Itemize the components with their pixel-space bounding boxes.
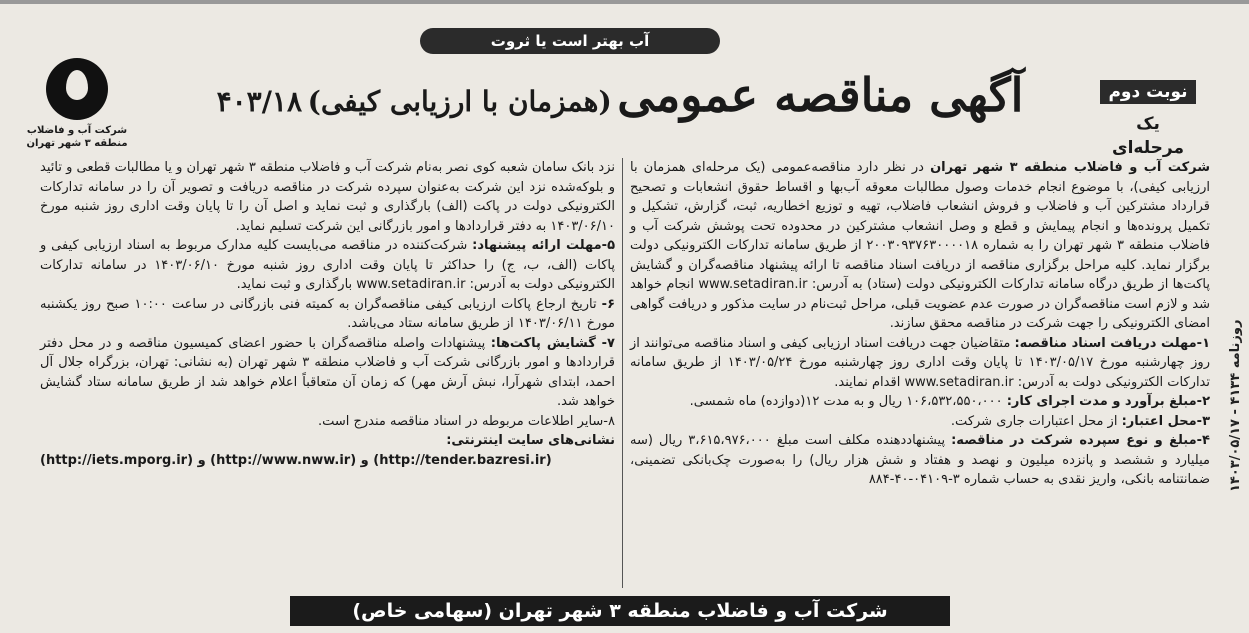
paragraph <box>40 412 615 432</box>
logo-caption <box>22 124 132 150</box>
tender-number: ۴۰۳/۱۸ <box>216 85 302 118</box>
headline-paren: (همزمان با ارزیابی کیفی) <box>307 85 612 118</box>
water-drop-icon <box>66 70 88 100</box>
vertical-date-stamp: روزنامه ۴۱۳۴ - ۱۴۰۳/۰۵/۱۷ <box>1228 320 1243 493</box>
paragraph-heading: ۴-مبلغ و نوع سپرده شرکت در مناقصه: <box>951 433 1210 448</box>
paragraph <box>630 431 1210 490</box>
paragraph-heading: ۳-محل اعتبار: <box>1121 413 1210 429</box>
right-column <box>630 158 1210 490</box>
company-logo <box>22 54 132 164</box>
paragraph-text: ۱۰۶،۵۳۲،۵۵۰،۰۰۰ ریال و به مدت ۱۲(دوازده) ماه شمسی. <box>689 394 1007 409</box>
paragraph <box>40 295 615 334</box>
stage-badge: یک مرحله‌ای <box>1111 114 1184 158</box>
headline <box>180 68 1060 144</box>
paragraph-heading: ۱-مهلت دریافت اسناد مناقصه: <box>1014 335 1210 351</box>
headline-main: آگهی مناقصه عمومی <box>617 68 1024 122</box>
paragraph <box>630 158 1210 334</box>
paragraph <box>40 451 615 471</box>
paragraph-text: پیشنهادات واصله مناقصه‌گران با حضور اعضای کمیسیون مناقصه و در محل دفتر قراردادها و امور بازرگانی شرکت آب و فاضلاب منطقه ۳ شهر تهران (به نشانی: تهران، بزرگراه جلال آل احمد، ابتدای شهرآرا، نبش آرش مهر) که زمان آن متعاقباً اعلام خواهد شد از طریق سامانه ستاد گشایش خواهد شد. <box>40 335 616 409</box>
paragraph <box>630 412 1210 432</box>
paragraph <box>630 334 1210 393</box>
paragraph-text: پیشنهاددهنده مکلف است مبلغ ۳،۶۱۵،۹۷۶،۰۰۰ ریال (سه میلیارد و ششصد و پانزده میلیون و نهصد و هفتاد و شش هزار ریال) را به‌صورت چک‌بانکی تضمینی، ضمانتنامه بانکی، واریز نقدی به حساب شماره ۳-۰۴۱۰۹-۴۰-۸۸۴ <box>630 433 1210 487</box>
paragraph-text: تاریخ ارجاع پاکات ارزیابی کیفی مناقصه‌گران به کمیته فنی بازرگانی در ساعت ۱۰:۰۰ صبح روز یکشنبه مورخ ۱۴۰۳/۰۶/۱۱ از طریق سامانه ستاد می‌باشد. <box>40 296 615 331</box>
logo-caption-line2: منطقه ۳ شهر تهران <box>26 138 128 149</box>
paragraph-text: متقاضیان جهت دریافت اسناد ارزیابی کیفی و اسناد مناقصه می‌توانند از روز چهارشنبه مورخ ۱۴۰۳/۰۵/۱۷ تا پایان وقت اداری روز چهارشنبه مورخ ۱۴۰۳/۰۵/۲۴ از طریق سامانه تدارکات الکترونیکی دولت به آدرس: www.setadiran.ir اقدام نمایند. <box>630 335 1210 390</box>
paragraph <box>40 158 615 236</box>
left-column <box>40 158 615 470</box>
paragraph-heading: ۷- گشایش پاکت‌ها: <box>490 335 615 351</box>
paragraph <box>40 236 615 295</box>
top-border <box>0 0 1249 4</box>
paragraph-heading: شرکت آب و فاضلاب منطقه ۳ شهر تهران <box>930 160 1211 175</box>
footer-company-name: شرکت آب و فاضلاب منطقه ۳ شهر تهران (سهامی خاص) <box>290 596 950 626</box>
paragraph-heading: ۵-مهلت ارائه پیشنهاد: <box>472 238 615 253</box>
logo-caption-line1: شرکت آب و فاضلاب <box>26 125 128 136</box>
column-divider <box>622 158 623 588</box>
paragraph <box>40 431 615 451</box>
paragraph-heading: نشانی‌های سایت اینترنتی: <box>446 433 615 448</box>
slogan-banner: آب بهتر است یا ثروت <box>420 28 720 54</box>
paragraph <box>40 334 615 412</box>
paragraph-text: از محل اعتبارات جاری شرکت. <box>950 413 1122 429</box>
paragraph-heading: ۶- <box>601 296 616 312</box>
website-links: (http://iets.mporg.ir) و (http://www.nww.ir) و (http://tender.bazresi.ir) <box>40 452 552 468</box>
paragraph-text: در نظر دارد مناقصه‌عمومی (یک مرحله‌ای همزمان با ارزیابی کیفی)، با موضوع انجام خدمات وصول مطالبات معوقه آب‌بها و اقساط حقوق انشعابات و تصحیح قرارداد مشترکین آب و فاضلاب و فروش انشعاب فاضلاب، تهیه و توزیع اخطاریه، ثبت، گزارش، تشکیل و تکمیل پرونده‌ها و انجام پیمایش و قطع و وصل انشعاب مشترکین در محدوده تحت پوشش شرکت آب و فاضلاب منطقه ۳ شهر تهران را به شماره ۲۰۰۳۰۹۳۷۶۳۰۰۰۰۱۸ از طریق سامانه تدارکات الکترونیکی دولت برگزار نماید. کلیه مراحل برگزاری مناقصه از دریافت اسناد مناقصه تا ارائه پیشنهاد مناقصه‌گران و گشایش پاکت‌ها از طریق درگاه سامانه تدارکات الکترونیکی دولت (ستاد) به آدرس: www.setadiran.ir انجام خواهد شد و لازم است مناقصه‌گران در صورت عدم عضویت قبلی، مراحل ثبت‌نام در سایت مذکور و دریافت گواهی امضای الکترونیکی را جهت شرکت در مناقصه محقق سازند. <box>630 160 1210 331</box>
round-badge: نوبت دوم <box>1100 80 1196 104</box>
paragraph-heading: ۲-مبلغ برآورد و مدت اجرای کار: <box>1006 394 1210 409</box>
paragraph-text: شرکت‌کننده در مناقصه می‌بایست کلیه مدارک مربوط به اسناد ارزیابی کیفی و پاکات (الف، ب، ج) را حداکثر تا پایان وقت اداری روز شنبه مورخ ۱۴۰۳/۰۶/۱۰ در سامانه تدارکات الکترونیکی دولت به آدرس: www.setadiran.ir بارگذاری و ثبت نماید. <box>40 238 615 292</box>
paragraph-text: ۸-سایر اطلاعات مربوطه در اسناد مناقصه مندرج است. <box>317 413 615 429</box>
paragraph-text: نزد بانک سامان شعبه کوی نصر به‌نام شرکت آب و فاضلاب منطقه ۳ شهر تهران و یا مطالبات قطعی و تائید و بلوکه‌شده نزد این شرکت به‌عنوان سپرده شرکت در مناقصه دریافت و تصویر آن را در سامانه تدارکات الکترونیکی دولت در پاکت (الف) بارگذاری و ثبت نماید و اصل آن را تا پایان وقت اداری روز شنبه مورخ ۱۴۰۳/۰۶/۱۰ به دفتر قراردادها و امور بازرگانی این شرکت تسلیم نماید. <box>40 160 616 234</box>
paragraph <box>630 392 1210 412</box>
